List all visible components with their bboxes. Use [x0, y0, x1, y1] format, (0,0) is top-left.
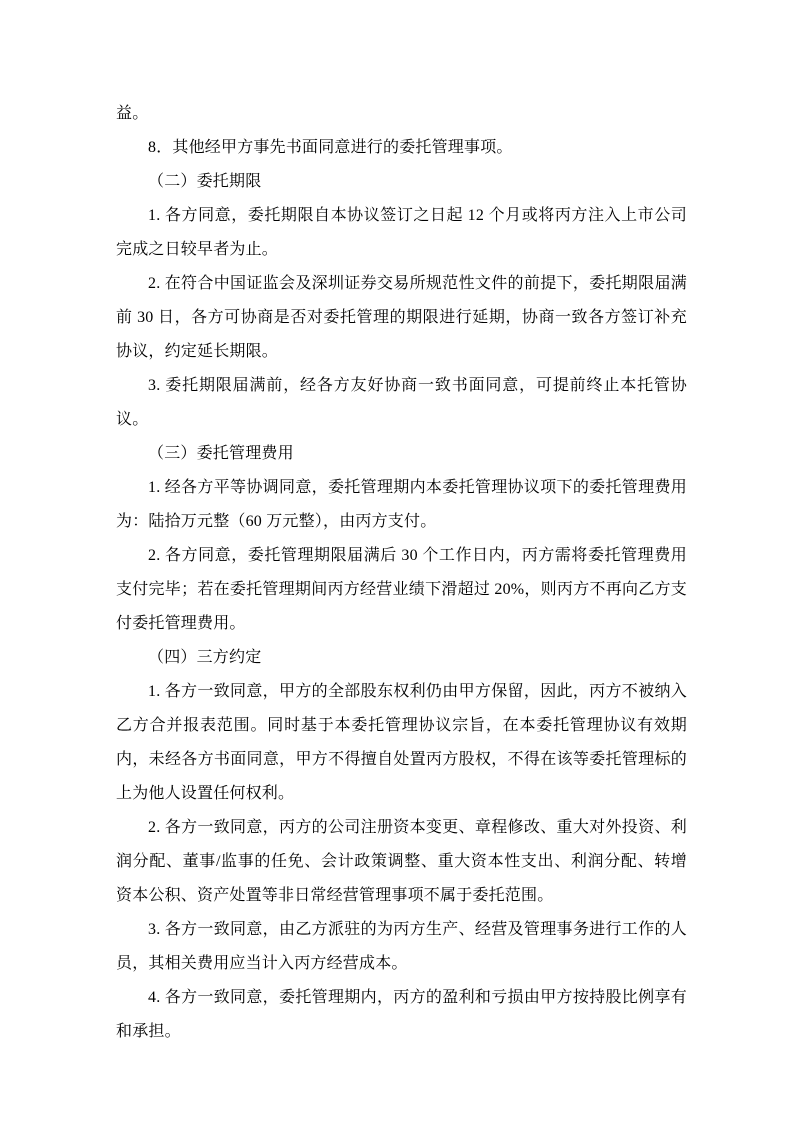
paragraph-agreement-4: 4. 各方一致同意，委托管理期内，丙方的盈利和亏损由甲方按持股比例享有和承担。 [116, 989, 687, 1040]
paragraph-fee-1: 1. 经各方平等协调同意，委托管理期内本委托管理协议项下的委托管理费用为：陆拾万元整（60 万元整），由丙方支付。 [116, 479, 687, 530]
paragraph-fee-2: 2. 各方同意，委托管理期限届满后 30 个工作日内，丙方需将委托管理费用支付完毕；若在委托管理期间丙方经营业绩下滑超过 20%，则丙方不再向乙方支付委托管理费用。 [116, 547, 687, 632]
paragraph-term-2: 2. 在符合中国证监会及深圳证券交易所规范性文件的前提下，委托期限届满前 30 日，各方可协商是否对委托管理的期限进行延期，协商一致各方签订补充协议，约定延长期限。 [116, 275, 687, 360]
section-heading-2: （二）委托期限 [148, 173, 262, 190]
paragraph-agreement-3: 3. 各方一致同意，由乙方派驻的为丙方生产、经营及管理事务进行工作的人员，其相关费用应当计入丙方经营成本。 [116, 921, 687, 972]
paragraph-agreement-1: 1. 各方一致同意，甲方的全部股东权利仍由甲方保留，因此，丙方不被纳入乙方合并报表范围。同时基于本委托管理协议宗旨，在本委托管理协议有效期内，未经各方书面同意，甲方不得擅自处置丙方股权，不得在该等委托管理标的上为他人设置任何权利。 [116, 683, 687, 802]
paragraph-continuation: 益。 [116, 105, 149, 122]
document-text-body [116, 97, 687, 1049]
paragraph-item-8: 8．其他经甲方事先书面同意进行的委托管理事项。 [148, 139, 513, 156]
section-heading-3: （三）委托管理费用 [148, 445, 294, 462]
paragraph-agreement-2: 2. 各方一致同意，丙方的公司注册资本变更、章程修改、重大对外投资、利润分配、董事/监事的任免、会计政策调整、重大资本性支出、利润分配、转增资本公积、资产处置等非日常经营管理事项不属于委托范围。 [116, 819, 687, 904]
paragraph-term-1: 1. 各方同意，委托期限自本协议签订之日起 12 个月或将丙方注入上市公司完成之日较早者为止。 [116, 207, 687, 258]
paragraph-term-3: 3. 委托期限届满前，经各方友好协商一致书面同意，可提前终止本托管协议。 [116, 377, 687, 428]
section-heading-4: （四）三方约定 [148, 649, 262, 666]
